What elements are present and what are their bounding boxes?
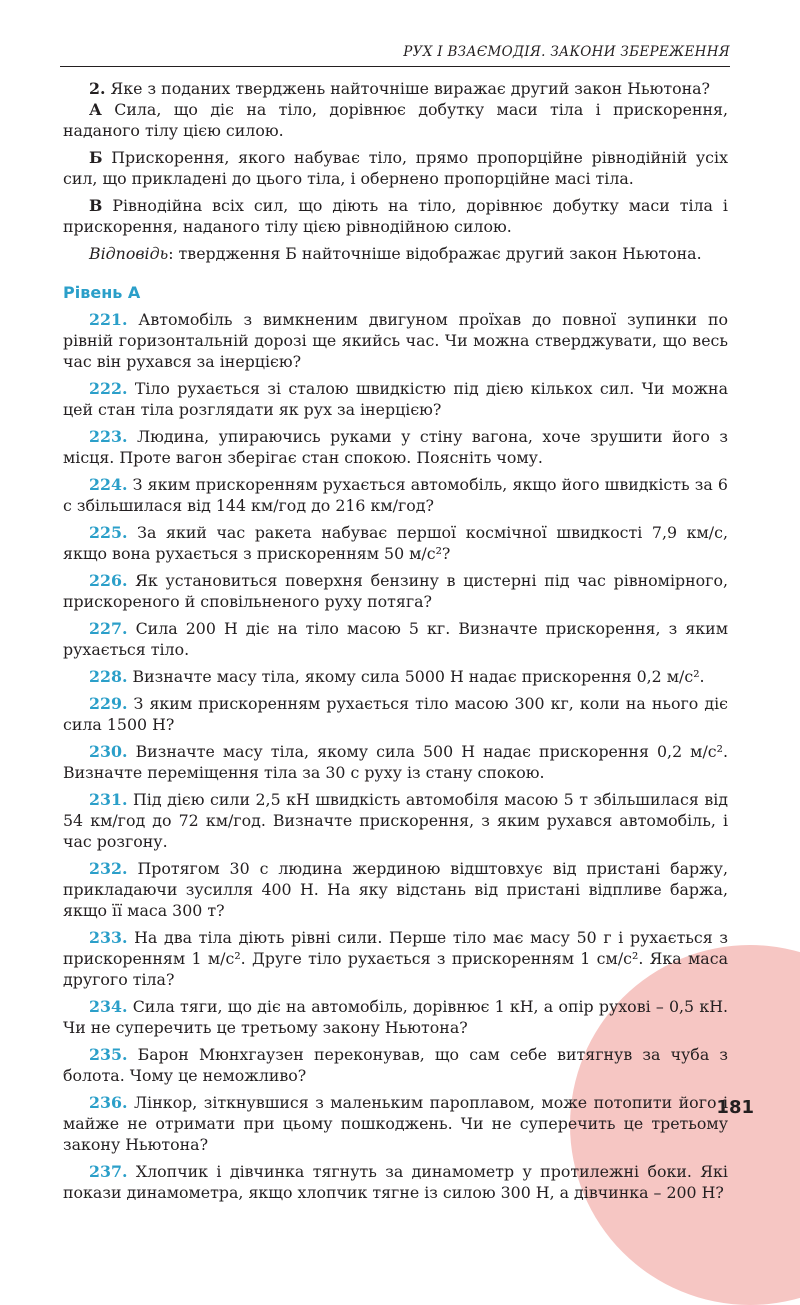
example-question <box>63 78 728 99</box>
page-number: 181 <box>716 1097 754 1118</box>
problem-item <box>63 741 728 783</box>
problem-text: Визначте масу тіла, якому сила 500 Н надає прискорення 0,2 м/с². Визначте переміщення тіла за 30 с руху із стану спокою. <box>63 742 728 782</box>
problem-item <box>63 522 728 564</box>
problem-text: Сила 200 Н діє на тіло масою 5 кг. Визначте прискорення, з яким рухається тіло. <box>63 619 728 659</box>
problem-number: 224. <box>89 475 128 494</box>
problem-text: Автомобіль з вимкненим двигуном проїхав до повної зупинки по рівній горизонтальній дорозі ще якийсь час. Чи можна стверджувати, що весь час він рухався за інерцією? <box>63 310 728 371</box>
problem-item <box>63 1161 728 1203</box>
option-c-text: Рівнодійна всіх сил, що діють на тіло, дорівнює добутку маси тіла і прискорення, наданого тілу цією рівнодійною силою. <box>63 196 728 236</box>
problem-number: 234. <box>89 997 128 1016</box>
problem-item <box>63 570 728 612</box>
option-a <box>63 99 728 141</box>
problem-text: Хлопчик і дівчинка тягнуть за динамометр у протилежні боки. Які покази динамометра, якщо хлопчик тягне із силою 300 Н, а дівчинка – 200 Н? <box>63 1162 728 1202</box>
problem-item <box>63 474 728 516</box>
problem-item <box>63 927 728 990</box>
option-b-letter: Б <box>89 148 103 167</box>
example-answer <box>63 243 728 264</box>
example-question-text: Яке з поданих тверджень найточніше виражає другий закон Ньютона? <box>110 79 711 98</box>
problem-item <box>63 996 728 1038</box>
problem-number: 228. <box>89 667 128 686</box>
problem-number: 236. <box>89 1093 128 1112</box>
problem-text: Сила тяги, що діє на автомобіль, дорівнює 1 кН, а опір рухові – 0,5 кН. Чи не суперечить це третьому закону Ньютона? <box>63 997 728 1037</box>
problem-number: 229. <box>89 694 128 713</box>
problem-number: 232. <box>89 859 128 878</box>
option-a-text: Сила, що діє на тіло, дорівнює добутку маси тіла і прискорення, наданого тілу цією силою. <box>63 100 728 140</box>
problem-text: Барон Мюнхгаузен переконував, що сам себе витягнув за чуба з болота. Чому це неможливо? <box>63 1045 728 1085</box>
option-b <box>63 147 728 189</box>
problem-item <box>63 426 728 468</box>
problem-item <box>63 858 728 921</box>
page-content <box>63 78 728 1203</box>
option-a-letter: А <box>89 100 102 119</box>
problem-text: З яким прискоренням рухається автомобіль, якщо його швидкість за 6 с збільшилася від 144 км/год до 216 км/год? <box>63 475 728 515</box>
section-title: Рівень А <box>63 283 141 302</box>
problem-number: 226. <box>89 571 128 590</box>
option-c <box>63 195 728 237</box>
problem-list <box>63 309 728 1203</box>
running-header: РУХ І ВЗАЄМОДІЯ. ЗАКОНИ ЗБЕРЕЖЕННЯ <box>60 44 730 67</box>
problem-text: Визначте масу тіла, якому сила 5000 Н надає прискорення 0,2 м/с². <box>132 667 705 686</box>
problem-number: 223. <box>89 427 128 446</box>
problem-number: 225. <box>89 523 128 542</box>
problem-number: 237. <box>89 1162 128 1181</box>
problem-item <box>63 1044 728 1086</box>
problem-text: Людина, упираючись руками у стіну вагона, хоче зрушити його з місця. Проте вагон зберігає стан спокою. Поясніть чому. <box>63 427 728 467</box>
problem-item <box>63 789 728 852</box>
answer-label: Відповідь <box>89 244 169 263</box>
problem-text: Під дією сили 2,5 кН швидкість автомобіля масою 5 т збільшилася від 54 км/год до 72 км/год. Визначте прискорення, з яким рухався автомобіль, і час розгону. <box>63 790 728 851</box>
problem-item <box>63 618 728 660</box>
option-c-letter: В <box>89 196 103 215</box>
problem-text: З яким прискоренням рухається тіло масою 300 кг, коли на нього діє сила 1500 Н? <box>63 694 728 734</box>
problem-number: 233. <box>89 928 128 947</box>
problem-item <box>63 666 728 687</box>
problem-number: 235. <box>89 1045 128 1064</box>
problem-item <box>63 693 728 735</box>
problem-item <box>63 1092 728 1155</box>
problem-number: 230. <box>89 742 128 761</box>
problem-text: За який час ракета набуває першої космічної швидкості 7,9 км/с, якщо вона рухається з прискоренням 50 м/с²? <box>63 523 728 563</box>
problem-text: Як установиться поверхня бензину в цистерні під час рівномірного, прискореного й сповільненого руху потяга? <box>63 571 728 611</box>
problem-number: 227. <box>89 619 128 638</box>
problem-text: Тіло рухається зі сталою швидкістю під дією кількох сил. Чи можна цей стан тіла розглядати як рух за інерцією? <box>63 379 728 419</box>
example-number: 2. <box>89 79 106 98</box>
answer-text: : твердження Б найточніше відображає другий закон Ньютона. <box>168 244 702 263</box>
problem-item <box>63 378 728 420</box>
option-b-text: Прискорення, якого набуває тіло, прямо пропорційне рівнодійній усіх сил, що прикладені до цього тіла, і обернено пропорційне масі тіла. <box>63 148 728 188</box>
problem-text: Лінкор, зіткнувшися з маленьким пароплавом, може потопити його і майже не отримати при цьому пошкоджень. Чи не суперечить це третьому закону Ньютона? <box>63 1093 728 1154</box>
problem-number: 231. <box>89 790 128 809</box>
problem-number: 221. <box>89 310 128 329</box>
problem-text: На два тіла діють рівні сили. Перше тіло має масу 50 г і рухається з прискоренням 1 м/с². Друге тіло рухається з прискоренням 1 см/с². Яка маса другого тіла? <box>63 928 728 989</box>
problem-item <box>63 309 728 372</box>
problem-text: Протягом 30 с людина жердиною відштовхує від пристані баржу, прикладаючи зусилля 400 Н. На яку відстань від пристані відпливе баржа, якщо її маса 300 т? <box>63 859 728 920</box>
problem-number: 222. <box>89 379 128 398</box>
